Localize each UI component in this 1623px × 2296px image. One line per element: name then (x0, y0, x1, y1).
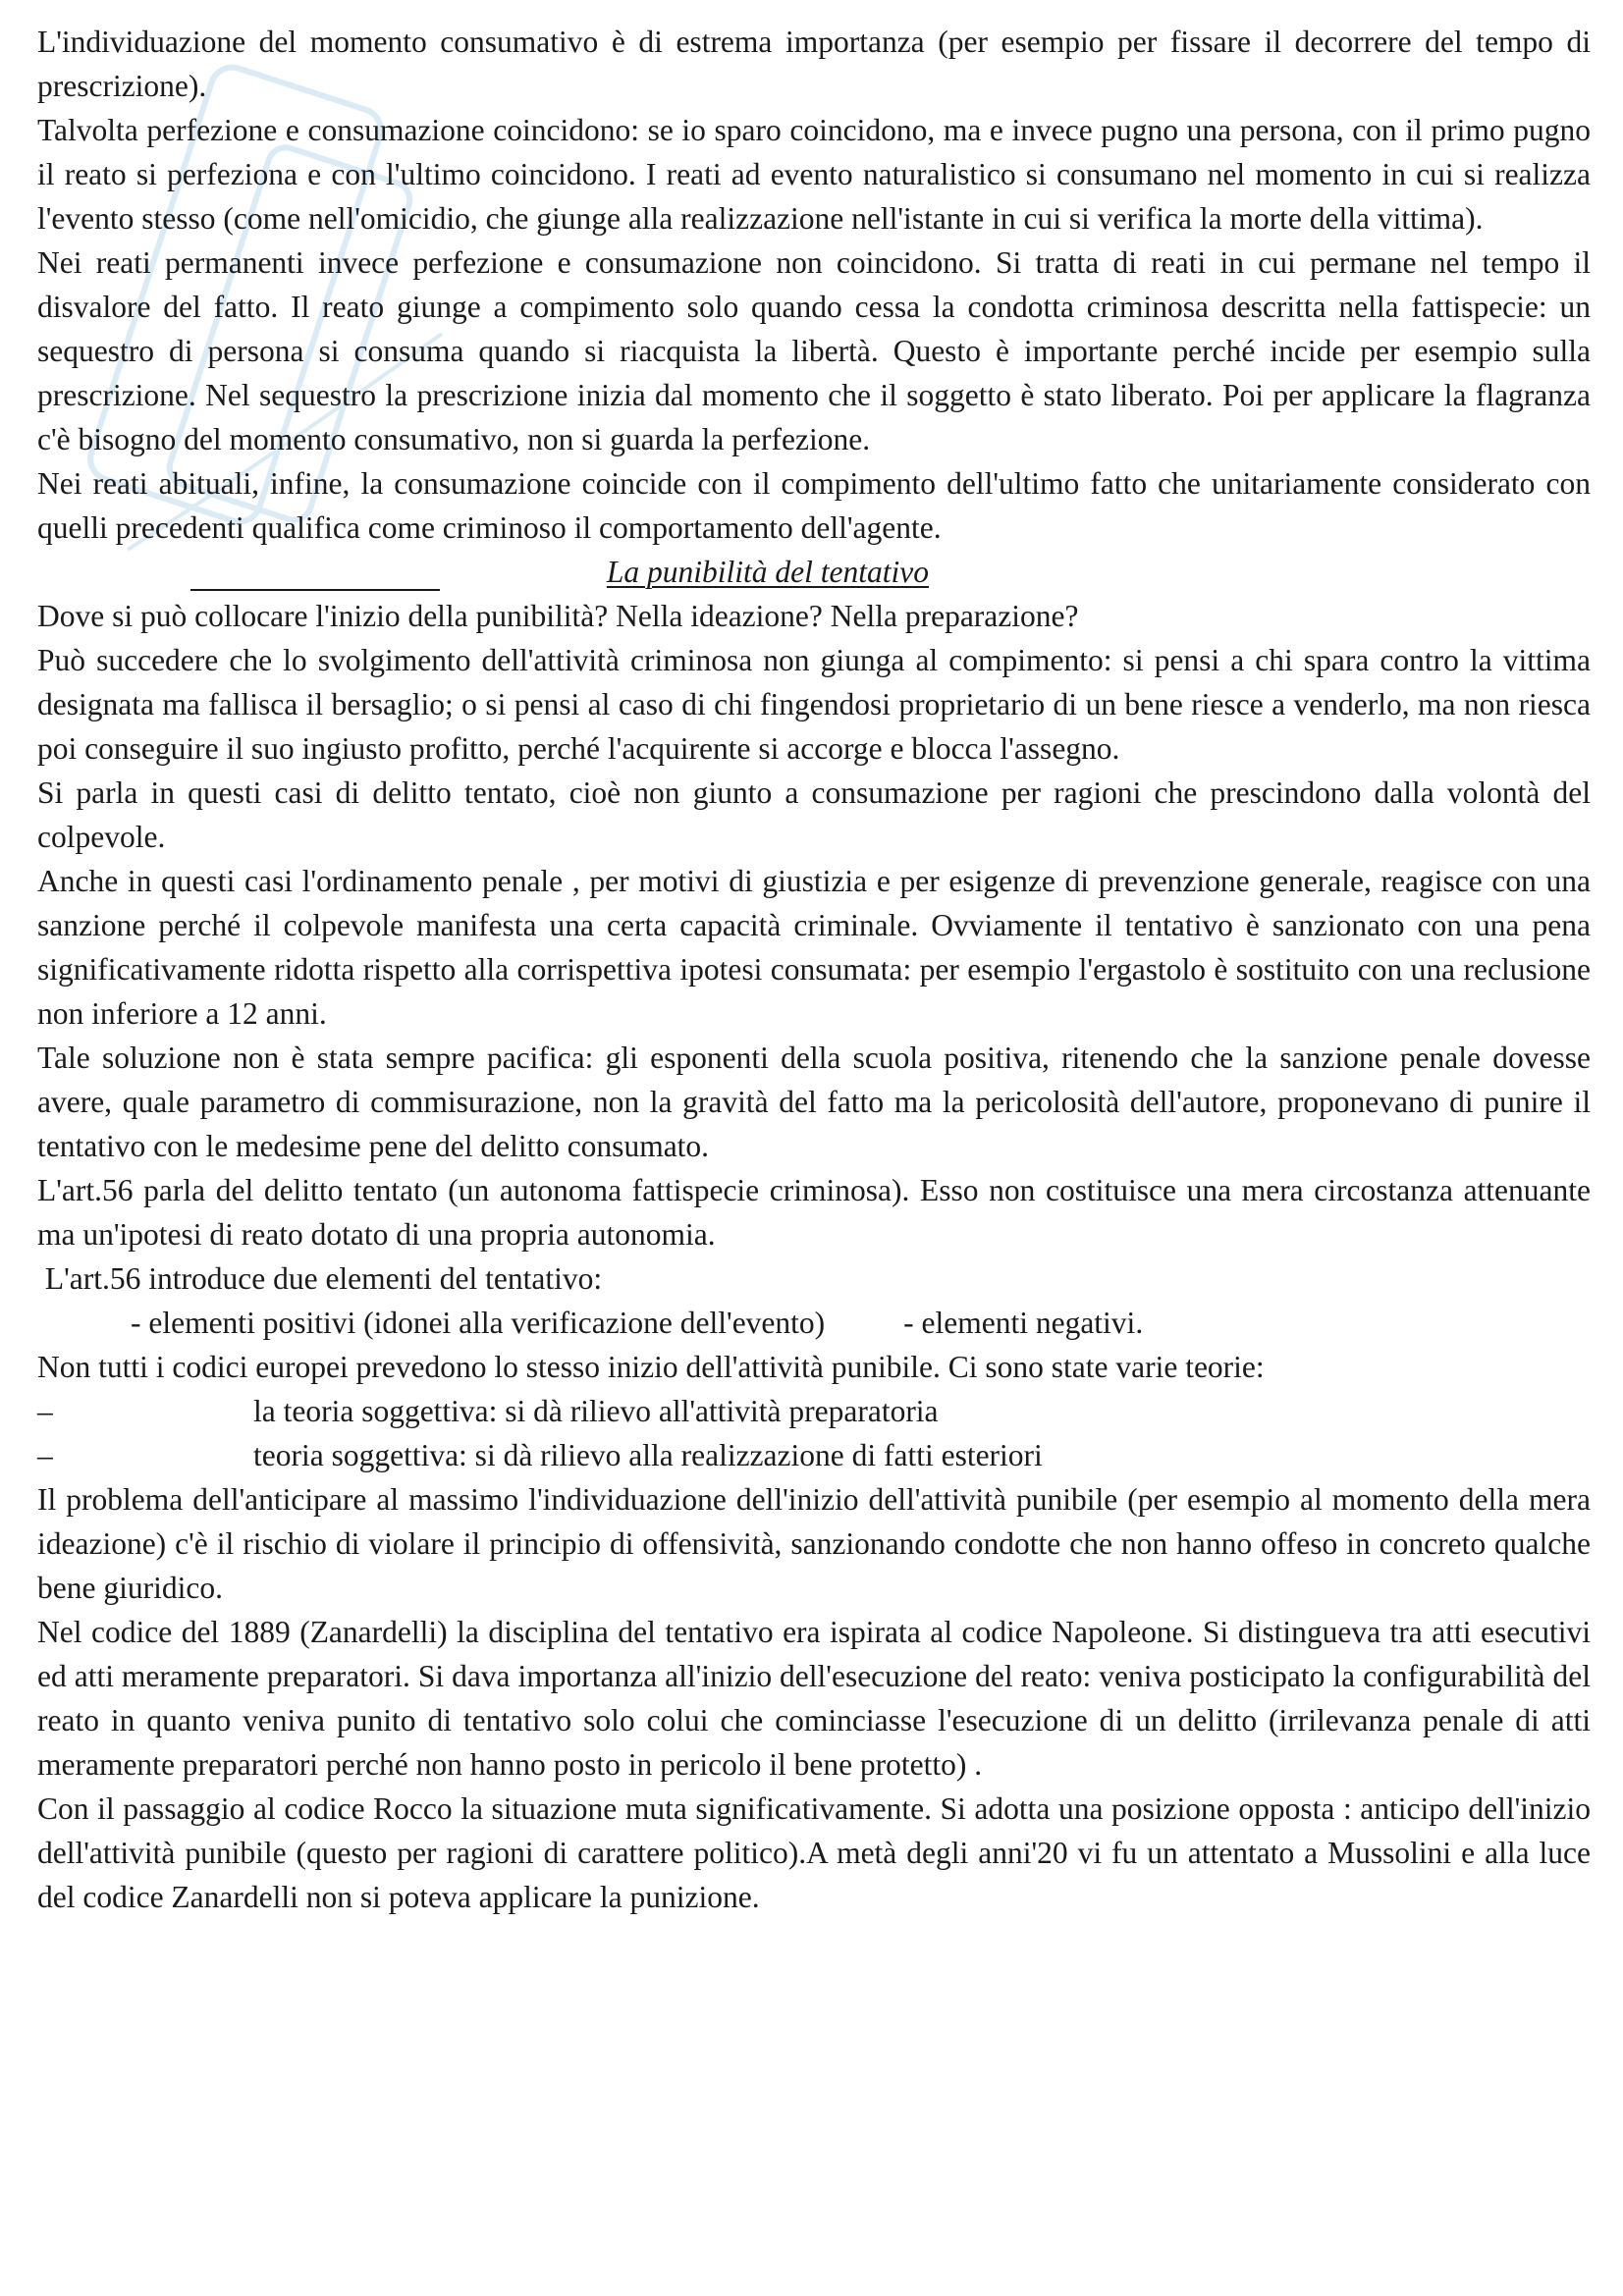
paragraph: Dove si può collocare l'inizio della punibilità? Nella ideazione? Nella preparazione? (37, 599, 1079, 633)
paragraph: Si parla in questi casi di delitto tentato, cioè non giunto a consumazione per ragioni che prescindono dalla volontà del colpevole. (37, 775, 1591, 854)
paragraph: Tale soluzione non è stata sempre pacifica: gli esponenti della scuola positiva, ritenendo che la sanzione penale dovesse avere, quale parametro di commisurazione, non la gravità del fatto ma la pericolosità dell'autore, proponevano di punire il tentativo con le medesime pene del delitto consumato. (37, 1041, 1591, 1163)
elements-positive: - elementi positivi (idonei alla verificazione dell'evento) (131, 1306, 826, 1340)
elements-negative: - elementi negativi. (903, 1306, 1144, 1340)
document-page (37, 20, 1591, 1919)
theory-item (37, 1433, 1591, 1477)
dash-bullet: – (37, 1394, 53, 1428)
dash-bullet: – (37, 1438, 53, 1472)
paragraph: Con il passaggio al codice Rocco la situazione muta significativamente. Si adotta una posizione opposta : anticipo dell'inizio dell'attività punibile (questo per ragioni di carattere politico).A metà degli anni'20 vi fu un attentato a Mussolini e alla luce del codice Zanardelli non si poteva applicare la punizione. (37, 1791, 1591, 1914)
paragraph: Anche in questi casi l'ordinamento penale , per motivi di giustizia e per esigenze di prevenzione generale, reagisce con una sanzione perché il colpevole manifesta una certa capacità criminale. Ovviamente il tentativo è sanzionato con una pena significativamente ridotta rispetto alla corrispettiva ipotesi consumata: per esempio l'ergastolo è sostituito con una reclusione non inferiore a 12 anni. (37, 864, 1591, 1031)
theory-item (37, 1389, 1591, 1433)
paragraph: Nei reati permanenti invece perfezione e consumazione non coincidono. Si tratta di reati in cui permane nel tempo il disvalore del fatto. Il reato giunge a compimento solo quando cessa la condotta criminosa descritta nella fattispecie: un sequestro di persona si consuma quando si riacquista la libertà. Questo è importante perché incide per esempio sulla prescrizione. Nel sequestro la prescrizione inizia dal momento che il soggetto è stato liberato. Poi per applicare la flagranza c'è bisogno del momento consumativo, non si guarda la perfezione. (37, 245, 1591, 456)
art56-intro: L'art.56 introduce due elementi del tentativo: (37, 1261, 603, 1296)
paragraph: Può succedere che lo svolgimento dell'attività criminosa non giunga al compimento: si pensi a chi spara contro la vittima designata ma fallisca il bersaglio; o si pensi al caso di chi fingendosi proprietario di un bene riesce a venderlo, ma non riesca poi conseguire il suo ingiusto profitto, perché l'acquirente si accorge e blocca l'assegno. (37, 643, 1591, 766)
paragraph: Nei reati abituali, infine, la consumazione coincide con il compimento dell'ultimo fatto che unitariamente considerato con quelli precedenti qualifica come criminoso il comportamento dell'agente. (37, 466, 1591, 545)
theory-text: la teoria soggettiva: si dà rilievo all'attività preparatoria (253, 1394, 939, 1428)
paragraph: L'individuazione del momento consumativo è di estrema importanza (per esempio per fissare il decorrere del tempo di prescrizione). (37, 25, 1591, 103)
section-title: La punibilità del tentativo (606, 555, 929, 589)
theories-intro: Non tutti i codici europei prevedono lo stesso inizio dell'attività punibile. Ci sono state varie teorie: (37, 1350, 1265, 1384)
paragraph: Talvolta perfezione e consumazione coincidono: se io sparo coincidono, ma e invece pugno una persona, con il primo pugno il reato si perfeziona e con l'ultimo coincidono. I reati ad evento naturalistico si consumano nel momento in cui si realizza l'evento stesso (come nell'omicidio, che giunge alla realizzazione nell'istante in cui si verifica la morte della vittima). (37, 113, 1591, 236)
paragraph: Nel codice del 1889 (Zanardelli) la disciplina del tentativo era ispirata al codice Napoleone. Si distingueva tra atti esecutivi ed atti meramente preparatori. Si dava importanza all'inizio dell'esecuzione del reato: veniva posticipato la configurabilità del reato in quanto veniva punito di tentativo solo colui che cominciasse l'esecuzione di un delitto (irrilevanza penale di atti meramente preparatori perché non hanno posto in pericolo il bene protetto) . (37, 1615, 1591, 1782)
paragraph: Il problema dell'anticipare al massimo l'individuazione dell'inizio dell'attività punibile (per esempio al momento della mera ideazione) c'è il rischio di violare il principio di offensività, sanzionando condotte che non hanno offeso in concreto qualche bene giuridico. (37, 1482, 1591, 1605)
elements-row (37, 1301, 1591, 1345)
paragraph: L'art.56 parla del delitto tentato (un autonoma fattispecie criminosa). Esso non costituisce una mera circostanza attenuante ma un'ipotesi di reato dotato di una propria autonomia. (37, 1173, 1591, 1252)
theory-text: teoria soggettiva: si dà rilievo alla realizzazione di fatti esteriori (253, 1438, 1043, 1472)
section-heading (153, 550, 1591, 594)
